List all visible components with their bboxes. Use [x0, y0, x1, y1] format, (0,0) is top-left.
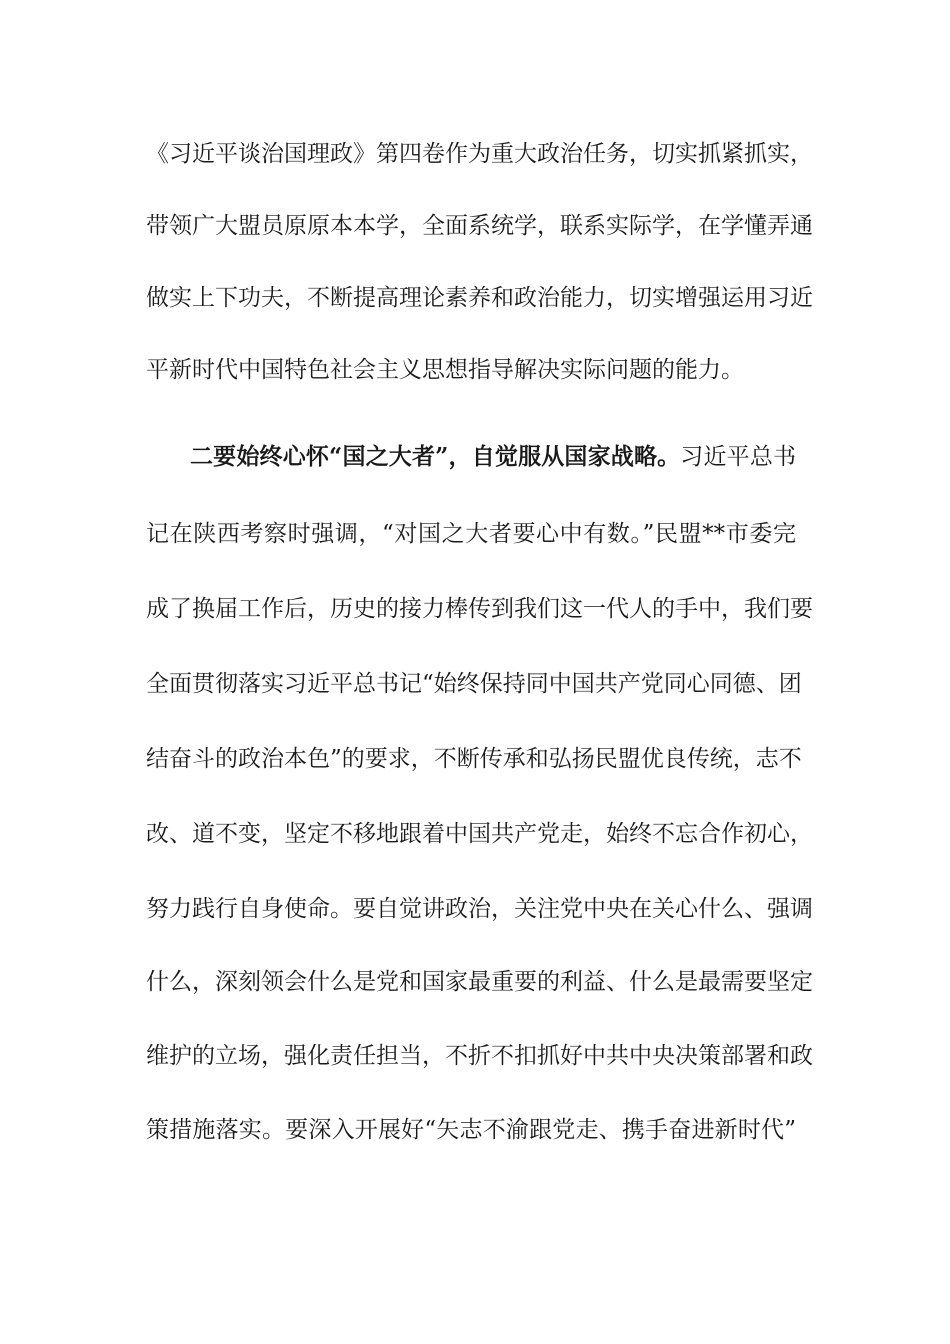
- paragraph-heading-rest: 习近平总书: [680, 444, 796, 470]
- paragraph-line: 什么，深刻领会什么是党和国家最重要的利益、什么是最需要坚定: [146, 969, 813, 995]
- paragraph-first-line: [190, 437, 796, 477]
- paragraph-line: 全面贯彻落实习近平总书记“始终保持同中国共产党同心同德、团: [146, 671, 802, 697]
- paragraph-line: 策措施落实。要深入开展好“矢志不渝跟党走、携手奋进新时代”: [146, 1117, 796, 1143]
- paragraph-line: 做实上下功夫，不断提高理论素养和政治能力，切实增强运用习近: [146, 285, 813, 311]
- paragraph-line: 平新时代中国特色社会主义思想指导解决实际问题的能力。: [146, 357, 744, 383]
- paragraph-line: 带领广大盟员原原本本学，全面系统学，联系实际学，在学懂弄通: [146, 213, 813, 239]
- paragraph-line: 成了换届工作后，历史的接力棒传到我们这一代人的手中，我们要: [146, 596, 813, 622]
- paragraph-line: 努力践行自身使命。要自觉讲政治，关注党中央在关心什么、强调: [146, 896, 813, 922]
- paragraph-line: 记在陕西考察时强调，“对国之大者要心中有数。”民盟**市委完: [146, 521, 796, 547]
- paragraph-line: 《习近平谈治国理政》第四卷作为重大政治任务，切实抓紧抓实，: [146, 141, 813, 167]
- paragraph-line: 改、道不变，坚定不移地跟着中国共产党走，始终不忘合作初心，: [146, 821, 813, 847]
- paragraph-line: 维护的立场，强化责任担当，不折不扣抓好中共中央决策部署和政: [146, 1043, 813, 1069]
- paragraph-heading: 二要始终心怀“国之大者”，自觉服从国家战略。: [190, 443, 681, 470]
- paragraph-line: 结奋斗的政治本色”的要求，不断传承和弘扬民盟优良传统，志不: [146, 746, 802, 772]
